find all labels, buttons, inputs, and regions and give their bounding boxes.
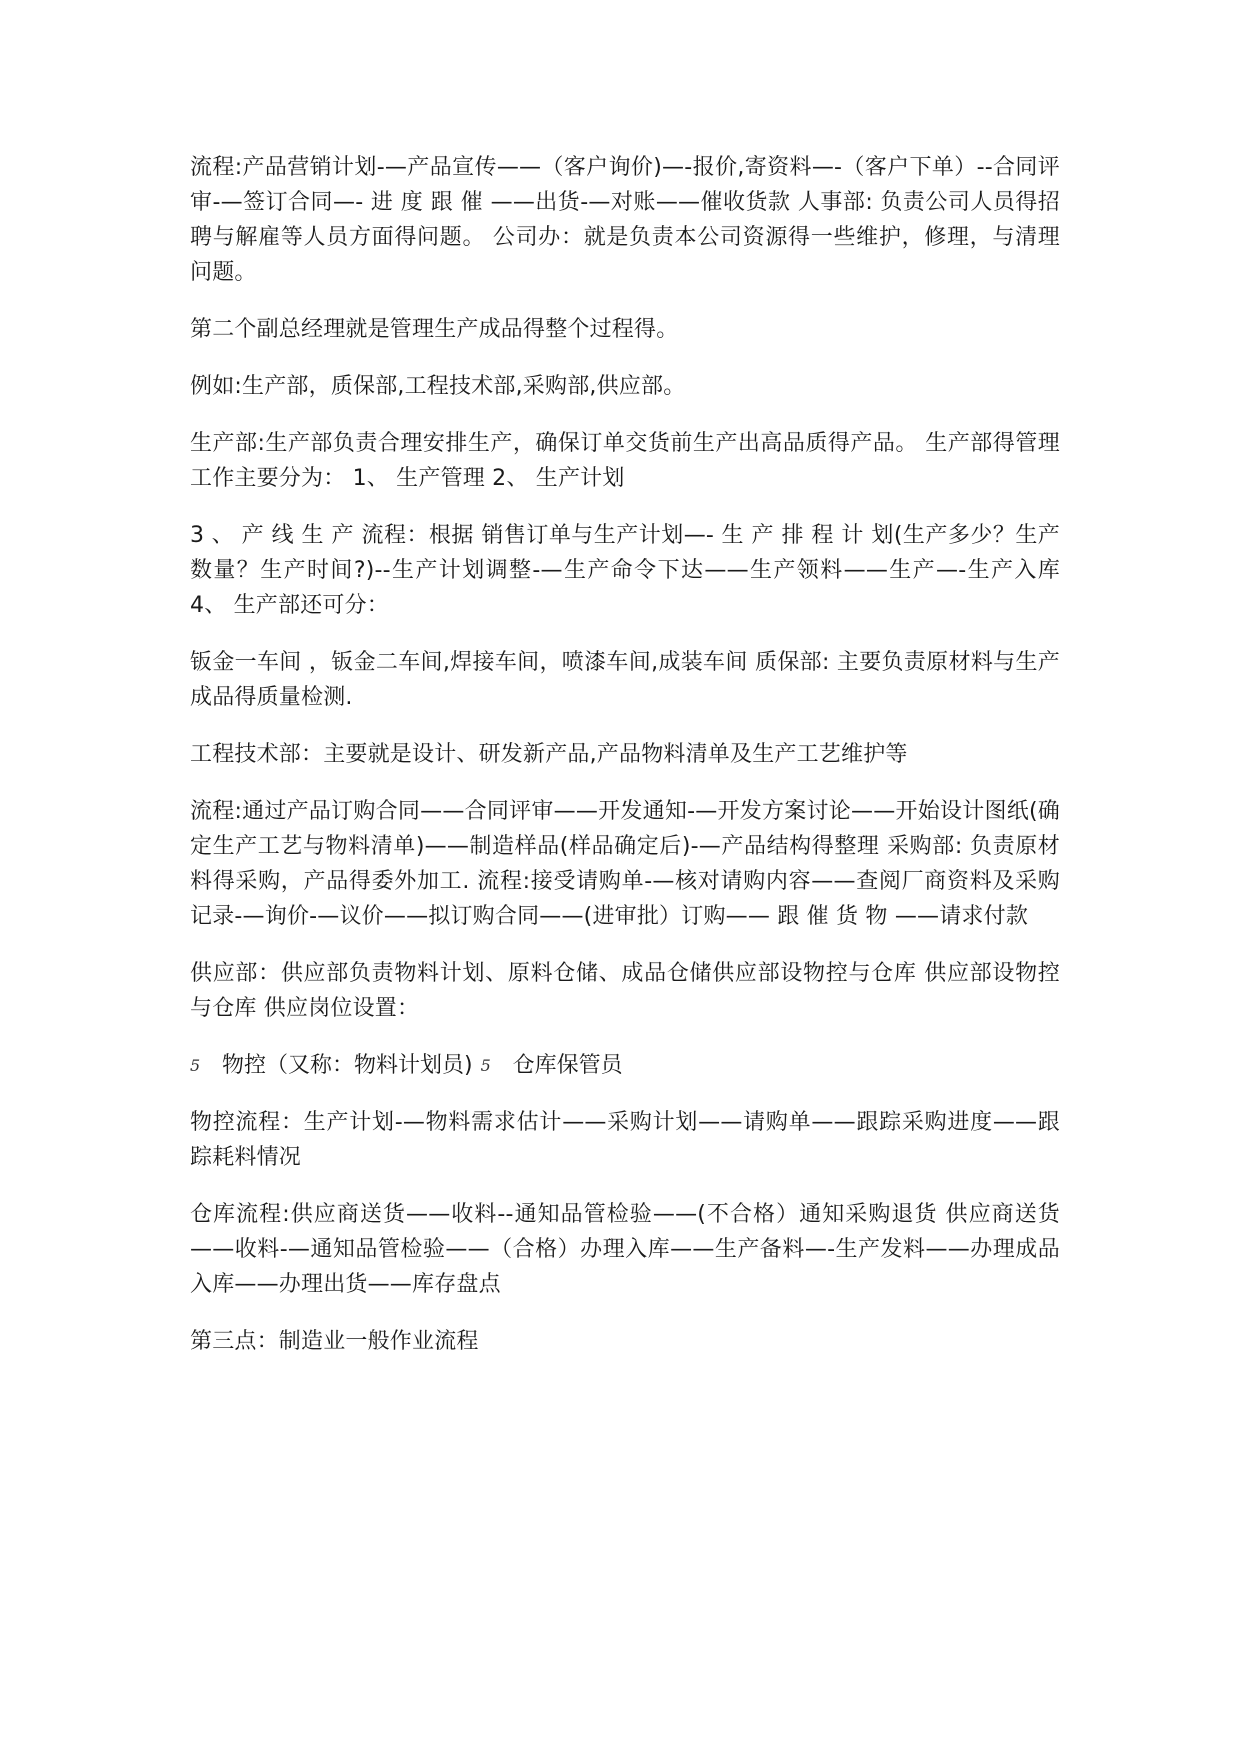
document-page (190, 150, 1060, 1381)
paragraph-engineering-flow: 流程:通过产品订购合同——合同评审——开发通知-—开发方案讨论——开始设计图纸(确定生产工艺与物料清单)——制造样品(样品确定后)-—产品结构得整理 采购部: 负责原材料得采购，产品得委外加工. 流程:接受请购单-—核对请购内容——查阅厂商资料及采购记录-—询价-—议价——拟订购合同——(进审批）订购—— 跟 催 货 物 ——请求付款 (190, 799, 1060, 929)
paragraph-engineering: 工程技术部：主要就是设计、研发新产品,产品物料清单及生产工艺维护等 (190, 742, 908, 767)
paragraph-second-deputy: 第二个副总经理就是管理生产成品得整个过程得。 (190, 317, 679, 342)
paragraph-workshops: 钣金一车间 ，钣金二车间,焊接车间，喷漆车间,成装车间 质保部: 主要负责原材料与生产成品得质量检测. (190, 650, 1060, 710)
paragraph-production-dept: 生产部:生产部负责合理安排生产，确保订单交货前生产出高品质得产品。 生产部得管理工作主要分为： 1、 生产管理 2、 生产计划 (190, 431, 1060, 491)
paragraph-production-flow: 3 、 产 线 生 产 流程：根据 销售订单与生产计划—- 生 产 排 程 计 划(生产多少？生产数量？生产时间?)--生产计划调整-—生产命令下达——生产领料——生产—-生产入库 4、 生产部还可分： (190, 523, 1060, 618)
paragraph-departments: 例如:生产部，质保部,工程技术部,采购部,供应部。 (190, 374, 686, 399)
paragraph-material-control-flow: 物控流程：生产计划-—物料需求估计——采购计划——请购单——跟踪采购进度——跟踪耗料情况 (190, 1110, 1060, 1170)
paragraph-sales-process: 流程:产品营销计划-—产品宣传——（客户询价)—-报价,寄资料—-（客户下单）--合同评审-—签订合同—- 进 度 跟 催 ——出货-—对账——催收货款 人事部: 负责公司人员得招聘与解雇等人员方面得问题。 公司办：就是负责本公司资源得一些维护，修理，与清理问题。 (190, 155, 1060, 285)
bullet-item-warehouse-keeper: 仓库保管员 (512, 1053, 623, 1078)
bullet-icon: 5 (190, 1056, 201, 1075)
bullet-item-material-control: 物控（又称：物料计划员) (222, 1053, 473, 1078)
paragraph-supply-dept: 供应部：供应部负责物料计划、原料仓储、成品仓储供应部设物控与仓库 供应部设物控与仓库 供应岗位设置： (190, 961, 1060, 1021)
bullet-icon: 5 (480, 1056, 491, 1075)
bullet-line-positions (190, 1048, 1060, 1083)
paragraph-warehouse-flow: 仓库流程:供应商送货——收料--通知品管检验——(不合格）通知采购退货 供应商送货——收料-—通知品管检验——（合格）办理入库——生产备料—-生产发料——办理成品入库——办理出货——库存盘点 (190, 1202, 1060, 1297)
paragraph-third-point: 第三点：制造业一般作业流程 (190, 1329, 479, 1354)
